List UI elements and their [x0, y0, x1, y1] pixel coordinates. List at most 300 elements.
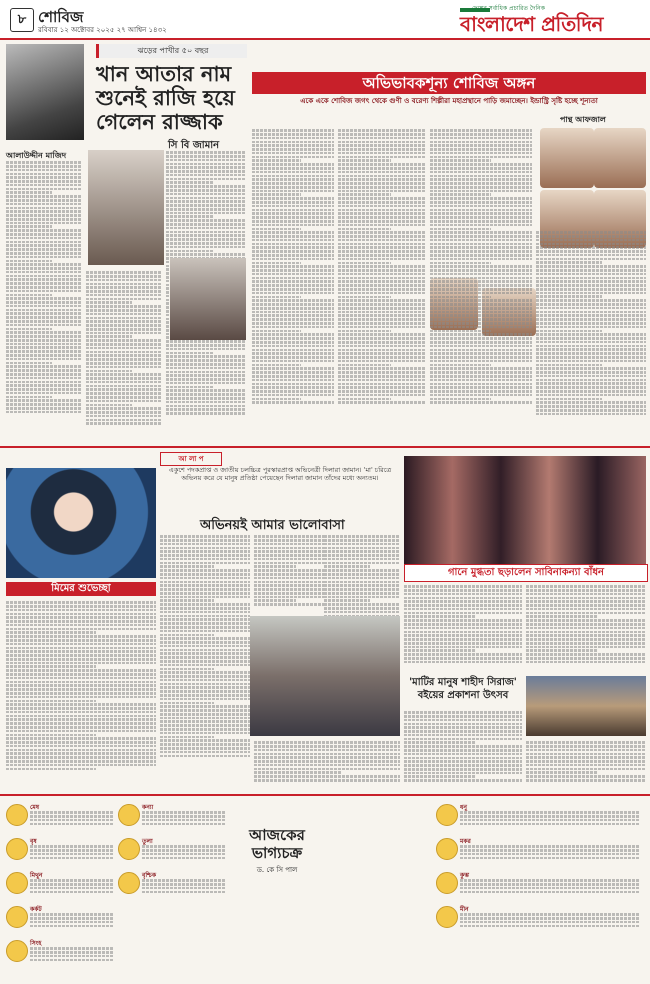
text-line [6, 267, 82, 270]
article-column [536, 230, 646, 438]
text-line [86, 362, 162, 365]
article-column [6, 600, 156, 790]
text-line [6, 331, 82, 334]
text-line [430, 141, 532, 144]
text-line [6, 290, 82, 293]
horoscope-text [460, 844, 640, 864]
text-line [6, 316, 82, 319]
text-line [430, 364, 491, 367]
text-line [252, 167, 334, 170]
text-line [160, 694, 250, 697]
text-line [404, 619, 522, 622]
text-line [6, 203, 82, 206]
text-line [6, 339, 82, 342]
text-line [6, 188, 82, 191]
text-line [338, 216, 426, 219]
text-line [6, 335, 82, 338]
text-line [404, 730, 522, 733]
text-line [160, 720, 250, 723]
text-line [252, 197, 334, 200]
text-line [252, 235, 334, 238]
text-line [254, 584, 324, 587]
artist-portrait [540, 128, 594, 188]
text-line [160, 622, 250, 625]
text-line [338, 167, 426, 170]
text-line [6, 700, 96, 703]
text-line [526, 745, 646, 748]
text-line [160, 550, 250, 553]
text-line [338, 175, 426, 178]
text-line [6, 358, 82, 361]
zodiac-icon [6, 804, 28, 826]
text-line [254, 749, 400, 752]
text-line [6, 301, 82, 304]
text-line [526, 627, 646, 630]
text-line [252, 209, 334, 212]
text-line [160, 724, 250, 727]
text-line [460, 921, 640, 924]
text-line [338, 364, 391, 367]
text-line [6, 616, 156, 619]
text-line [86, 385, 162, 388]
text-line [338, 258, 426, 261]
text-line [430, 375, 532, 378]
text-line [252, 375, 334, 378]
text-line [6, 210, 82, 213]
text-line [166, 208, 246, 211]
zodiac-icon [6, 872, 28, 894]
text-line [86, 422, 162, 425]
text-line [526, 638, 646, 641]
text-line [338, 212, 426, 215]
text-line [252, 262, 301, 265]
text-line [86, 407, 162, 410]
text-line [160, 535, 250, 538]
text-line [430, 182, 532, 185]
horoscope-byline: ড. কে সি পাল [256, 866, 298, 874]
text-line [252, 152, 334, 155]
text-line [6, 734, 96, 737]
text-line [160, 607, 250, 610]
section-name: শোবিজ [38, 8, 84, 26]
text-line [160, 615, 250, 618]
text-line [142, 857, 226, 860]
text-line [338, 367, 426, 370]
text-line [142, 887, 226, 890]
text-line [430, 163, 532, 166]
text-line [526, 764, 646, 767]
text-line [6, 643, 156, 646]
text-line [6, 369, 82, 372]
text-line [324, 569, 400, 572]
text-line [30, 925, 114, 928]
text-line [166, 163, 246, 166]
text-line [536, 295, 602, 298]
text-line [6, 169, 82, 172]
text-line [6, 362, 52, 365]
text-line [6, 343, 82, 346]
text-line [160, 554, 250, 557]
text-line [6, 365, 82, 368]
text-line [160, 618, 250, 621]
text-line [252, 171, 334, 174]
text-line [430, 360, 532, 363]
text-line [86, 373, 162, 376]
text-line [254, 768, 400, 771]
text-line [166, 238, 246, 241]
text-line [526, 615, 598, 618]
text-line [430, 318, 532, 321]
text-line [536, 352, 646, 355]
text-line [404, 738, 522, 741]
text-line [404, 600, 522, 603]
interview-tag: আ লা প [160, 452, 222, 466]
text-line [338, 360, 426, 363]
text-line [404, 638, 522, 641]
text-line [86, 294, 162, 297]
text-line [6, 764, 156, 767]
text-line [252, 330, 301, 333]
text-line [166, 378, 246, 381]
text-line [160, 732, 250, 735]
text-line [160, 739, 250, 742]
razzak-photo-3 [170, 258, 246, 340]
interview-headline[interactable]: অভিনয়ই আমার ভালোবাসা [200, 518, 345, 533]
dateline: রবিবার ১২ অক্টোবর ২০২৫ ২৭ আশ্বিন ১৪৩২ [38, 26, 167, 34]
sabina-headline[interactable]: গানে মুগ্ধতা ছড়ালেন সাবিনাকন্যা বাঁধন [404, 564, 648, 582]
text-line [536, 398, 602, 401]
text-line [160, 656, 250, 659]
text-line [86, 279, 162, 282]
text-line [254, 741, 400, 744]
feature-kicker: ঝড়ের পাখীর ৫০ বছর [96, 44, 247, 58]
text-line [338, 265, 426, 268]
text-line [160, 569, 250, 572]
feature-title[interactable]: অভিভাবকশূন্য শোবিজ অঙ্গন [362, 74, 536, 92]
text-line [6, 350, 82, 353]
text-line [6, 184, 82, 187]
horoscope-text [460, 810, 640, 830]
text-line [86, 290, 162, 293]
feature-headline[interactable]: খান আতার নাম শুনেই রাজি হয়ে গেলেন রাজ্জাক [96, 61, 235, 134]
text-line [526, 653, 646, 656]
text-line [6, 624, 156, 627]
text-line [430, 167, 532, 170]
text-line [526, 775, 646, 778]
text-line [6, 718, 156, 721]
text-line [430, 303, 532, 306]
text-line [160, 547, 250, 550]
text-line [254, 573, 324, 576]
text-line [252, 322, 334, 325]
text-line [526, 768, 646, 771]
text-line [142, 815, 226, 818]
text-line [460, 925, 640, 928]
text-line [6, 260, 52, 263]
text-line [404, 653, 522, 656]
text-line [142, 823, 226, 826]
text-line [430, 314, 532, 317]
text-line [460, 845, 640, 848]
text-line [160, 603, 250, 606]
text-line [404, 649, 475, 652]
text-line [30, 955, 114, 958]
text-line [6, 252, 82, 255]
text-line [166, 397, 246, 400]
text-line [86, 275, 162, 278]
text-line [166, 178, 246, 181]
text-line [30, 951, 114, 954]
text-line [430, 337, 532, 340]
text-line [338, 292, 426, 295]
text-line [338, 178, 426, 181]
text-line [252, 193, 301, 196]
text-line [338, 284, 426, 287]
text-line [254, 592, 324, 595]
text-line [252, 299, 334, 302]
text-line [430, 262, 491, 265]
text-line [6, 191, 52, 194]
text-line [86, 347, 162, 350]
text-line [6, 403, 82, 406]
text-line [254, 581, 324, 584]
text-line [338, 224, 426, 227]
text-line [526, 760, 646, 763]
text-line [460, 883, 640, 886]
text-line [6, 278, 82, 281]
text-line [338, 273, 426, 276]
text-line [160, 713, 250, 716]
text-line [252, 337, 334, 340]
text-line [252, 163, 334, 166]
text-line [536, 235, 646, 238]
text-line [160, 588, 250, 591]
zodiac-icon [6, 940, 28, 962]
horoscope-text [142, 878, 226, 898]
text-line [252, 258, 334, 261]
text-line [338, 197, 426, 200]
interview-lede: একুশে পদকপ্রাপ্ত ও জাতীয় চলচ্চিত্র পুরস্কারপ্রাপ্ত অভিনেত্রী দিলারা জামান। 'মা' চরিত্রে অভিনয় করে যে মানুষ প্রতিষ্ঠা পেয়েছেন দিলারা জামান তাঁদের মধ্যে অন্যতম। [168, 466, 392, 482]
text-line [166, 355, 246, 358]
text-line [86, 313, 162, 316]
mim-headline[interactable]: মিমের শুভেচ্ছা [6, 582, 156, 596]
text-line [338, 303, 426, 306]
horoscope-text [460, 912, 640, 932]
text-line [254, 539, 324, 542]
text-line [404, 585, 522, 588]
text-line [338, 205, 426, 208]
text-line [160, 747, 250, 750]
text-line [338, 352, 426, 355]
text-line [6, 256, 82, 259]
text-line [526, 593, 646, 596]
text-line [160, 641, 250, 644]
text-line [166, 200, 246, 203]
text-line [6, 381, 82, 384]
text-line [430, 333, 532, 336]
text-line [160, 539, 250, 542]
text-line [338, 296, 391, 299]
text-line [6, 722, 156, 725]
text-line [160, 652, 250, 655]
article-column [338, 128, 426, 438]
text-line [430, 367, 532, 370]
text-line [404, 661, 522, 664]
text-line [166, 382, 246, 385]
text-line [160, 558, 250, 561]
text-line [430, 277, 532, 280]
text-line [338, 137, 426, 140]
text-line [252, 360, 334, 363]
text-line [252, 303, 334, 306]
zodiac-label: বৃষ [30, 838, 37, 845]
text-line [30, 853, 114, 856]
text-line [536, 254, 646, 257]
text-line [338, 159, 391, 162]
text-line [404, 631, 522, 634]
text-line [536, 239, 646, 242]
text-line [536, 382, 646, 385]
text-line [430, 205, 532, 208]
text-line [430, 129, 532, 132]
text-line [338, 383, 426, 386]
text-line [86, 419, 162, 422]
text-line [30, 823, 114, 826]
text-line [166, 408, 246, 411]
text-line [6, 222, 82, 225]
text-line [536, 405, 646, 408]
text-line [536, 401, 646, 404]
text-line [254, 562, 324, 565]
newspaper-logo[interactable]: বাংলাদেশ প্রতিদিন [460, 12, 603, 36]
text-line [86, 305, 162, 308]
text-line [526, 642, 646, 645]
text-line [166, 197, 246, 200]
text-line [430, 231, 532, 234]
text-line [324, 581, 400, 584]
text-line [338, 375, 426, 378]
text-line [142, 879, 226, 882]
text-line [404, 764, 522, 767]
text-line [338, 401, 426, 404]
text-line [6, 756, 156, 759]
text-line [86, 339, 162, 342]
text-line [254, 558, 324, 561]
text-line [536, 333, 646, 336]
text-line [30, 959, 114, 962]
text-line [6, 320, 82, 323]
text-line [166, 234, 246, 237]
text-line [160, 565, 214, 568]
text-line [338, 262, 391, 265]
text-line [338, 322, 426, 325]
text-line [252, 228, 301, 231]
text-line [252, 190, 334, 193]
text-line [526, 604, 646, 607]
text-line [404, 726, 522, 729]
text-line [404, 745, 522, 748]
text-line [536, 269, 646, 272]
text-line [252, 383, 334, 386]
text-line [536, 364, 602, 367]
text-line [460, 823, 640, 826]
text-line [6, 263, 82, 266]
text-line [338, 288, 426, 291]
text-line [160, 705, 250, 708]
text-line [6, 650, 156, 653]
text-line [338, 246, 426, 249]
text-line [338, 171, 426, 174]
text-line [430, 137, 532, 140]
book-headline[interactable]: 'মাটির মানুষ শাহীদ সিরাজ' বইয়ের প্রকাশনা উৎসব [409, 677, 517, 701]
feature-byline-2: পান্থ আফজাল [560, 114, 606, 124]
text-line [160, 743, 250, 746]
text-line [30, 857, 114, 860]
text-line [404, 753, 522, 756]
text-line [6, 620, 156, 623]
text-line [430, 273, 532, 276]
text-line [460, 811, 640, 814]
text-line [430, 235, 532, 238]
text-line [254, 603, 324, 606]
text-line [536, 280, 646, 283]
text-line [536, 318, 646, 321]
text-line [536, 413, 646, 416]
text-line [430, 269, 532, 272]
horoscope-text [30, 946, 114, 966]
text-line [430, 209, 532, 212]
text-line [166, 227, 246, 230]
text-line [252, 186, 334, 189]
text-line [404, 719, 522, 722]
text-line [324, 573, 400, 576]
text-line [252, 390, 334, 393]
text-line [324, 547, 400, 550]
text-line [160, 543, 250, 546]
horoscope-title[interactable]: আজকের ভাগ্যচক্র [249, 826, 305, 862]
text-line [338, 280, 426, 283]
text-line [6, 715, 156, 718]
text-line [324, 596, 400, 599]
text-line [30, 887, 114, 890]
text-line [536, 367, 646, 370]
text-line [86, 400, 162, 403]
text-line [338, 182, 426, 185]
text-line [6, 730, 156, 733]
text-line [338, 277, 426, 280]
text-line [338, 231, 426, 234]
text-line [324, 554, 400, 557]
text-line [86, 381, 162, 384]
text-line [536, 314, 646, 317]
text-line [460, 853, 640, 856]
text-line [404, 760, 522, 763]
text-line [430, 246, 532, 249]
text-line [6, 233, 82, 236]
text-line [6, 760, 156, 763]
text-line [404, 779, 522, 782]
text-line [6, 631, 96, 634]
zodiac-label: কন্যা [142, 804, 154, 811]
text-line [430, 307, 532, 310]
text-line [254, 771, 342, 774]
text-line [404, 715, 522, 718]
text-line [6, 737, 156, 740]
text-line [536, 307, 646, 310]
text-line [30, 883, 114, 886]
text-line [86, 335, 132, 338]
text-line [252, 220, 334, 223]
